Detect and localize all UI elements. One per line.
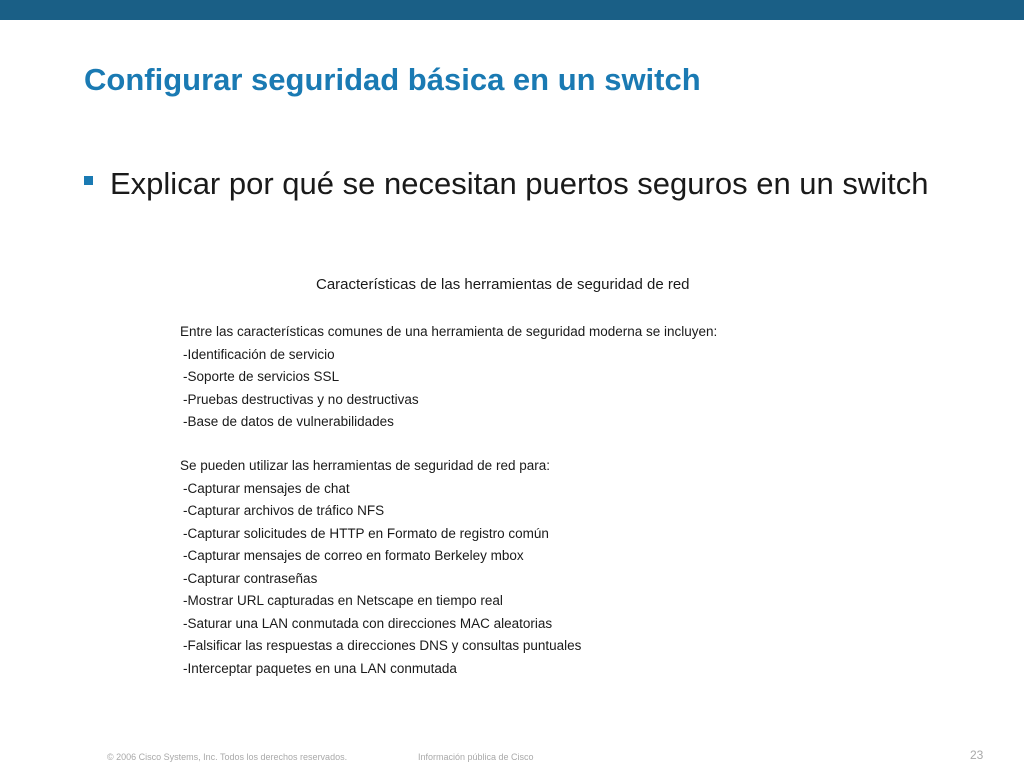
use-item: -Capturar archivos de tráfico NFS — [183, 503, 385, 518]
use-item: -Capturar mensajes de chat — [183, 480, 350, 496]
features-section — [180, 321, 820, 434]
bullet-text: Explicar por qué se necesitan puertos seguros en un switch — [110, 166, 929, 201]
use-item: -Falsificar las respuestas a direcciones DNS y consultas puntuales — [183, 638, 582, 653]
use-item: -Saturar una LAN conmutada con direcciones MAC aleatorias — [183, 615, 553, 631]
page-number: 23 — [970, 748, 984, 762]
figure-title: Características de las herramientas de seguridad de red — [316, 276, 690, 293]
feature-item: -Pruebas destructivas y no destructivas — [183, 391, 419, 407]
use-item: -Capturar contraseñas — [183, 570, 318, 586]
feature-item: -Base de datos de vulnerabilidades — [183, 414, 394, 429]
uses-section — [180, 455, 820, 680]
slide-title: Configurar seguridad básica en un switch — [84, 62, 701, 97]
use-item: -Interceptar paquetes en una LAN conmutada — [183, 660, 457, 676]
footer-copyright: © 2006 Cisco Systems, Inc. Todos los derechos reservados. — [107, 752, 348, 762]
features-lead: Entre las características comunes de una herramienta de seguridad moderna se incluyen: — [180, 324, 718, 339]
feature-item: -Identificación de servicio — [183, 346, 335, 362]
feature-item: -Soporte de servicios SSL — [183, 369, 340, 384]
uses-lead: Se pueden utilizar las herramientas de seguridad de red para: — [180, 458, 550, 473]
use-item: -Capturar mensajes de correo en formato Berkeley mbox — [183, 548, 524, 563]
use-item: -Mostrar URL capturadas en Netscape en tiempo real — [183, 593, 503, 608]
use-item: -Capturar solicitudes de HTTP en Formato de registro común — [183, 525, 549, 541]
square-bullet-icon — [84, 176, 93, 185]
header-band — [0, 0, 1024, 20]
footer-classification: Información pública de Cisco — [418, 752, 534, 762]
